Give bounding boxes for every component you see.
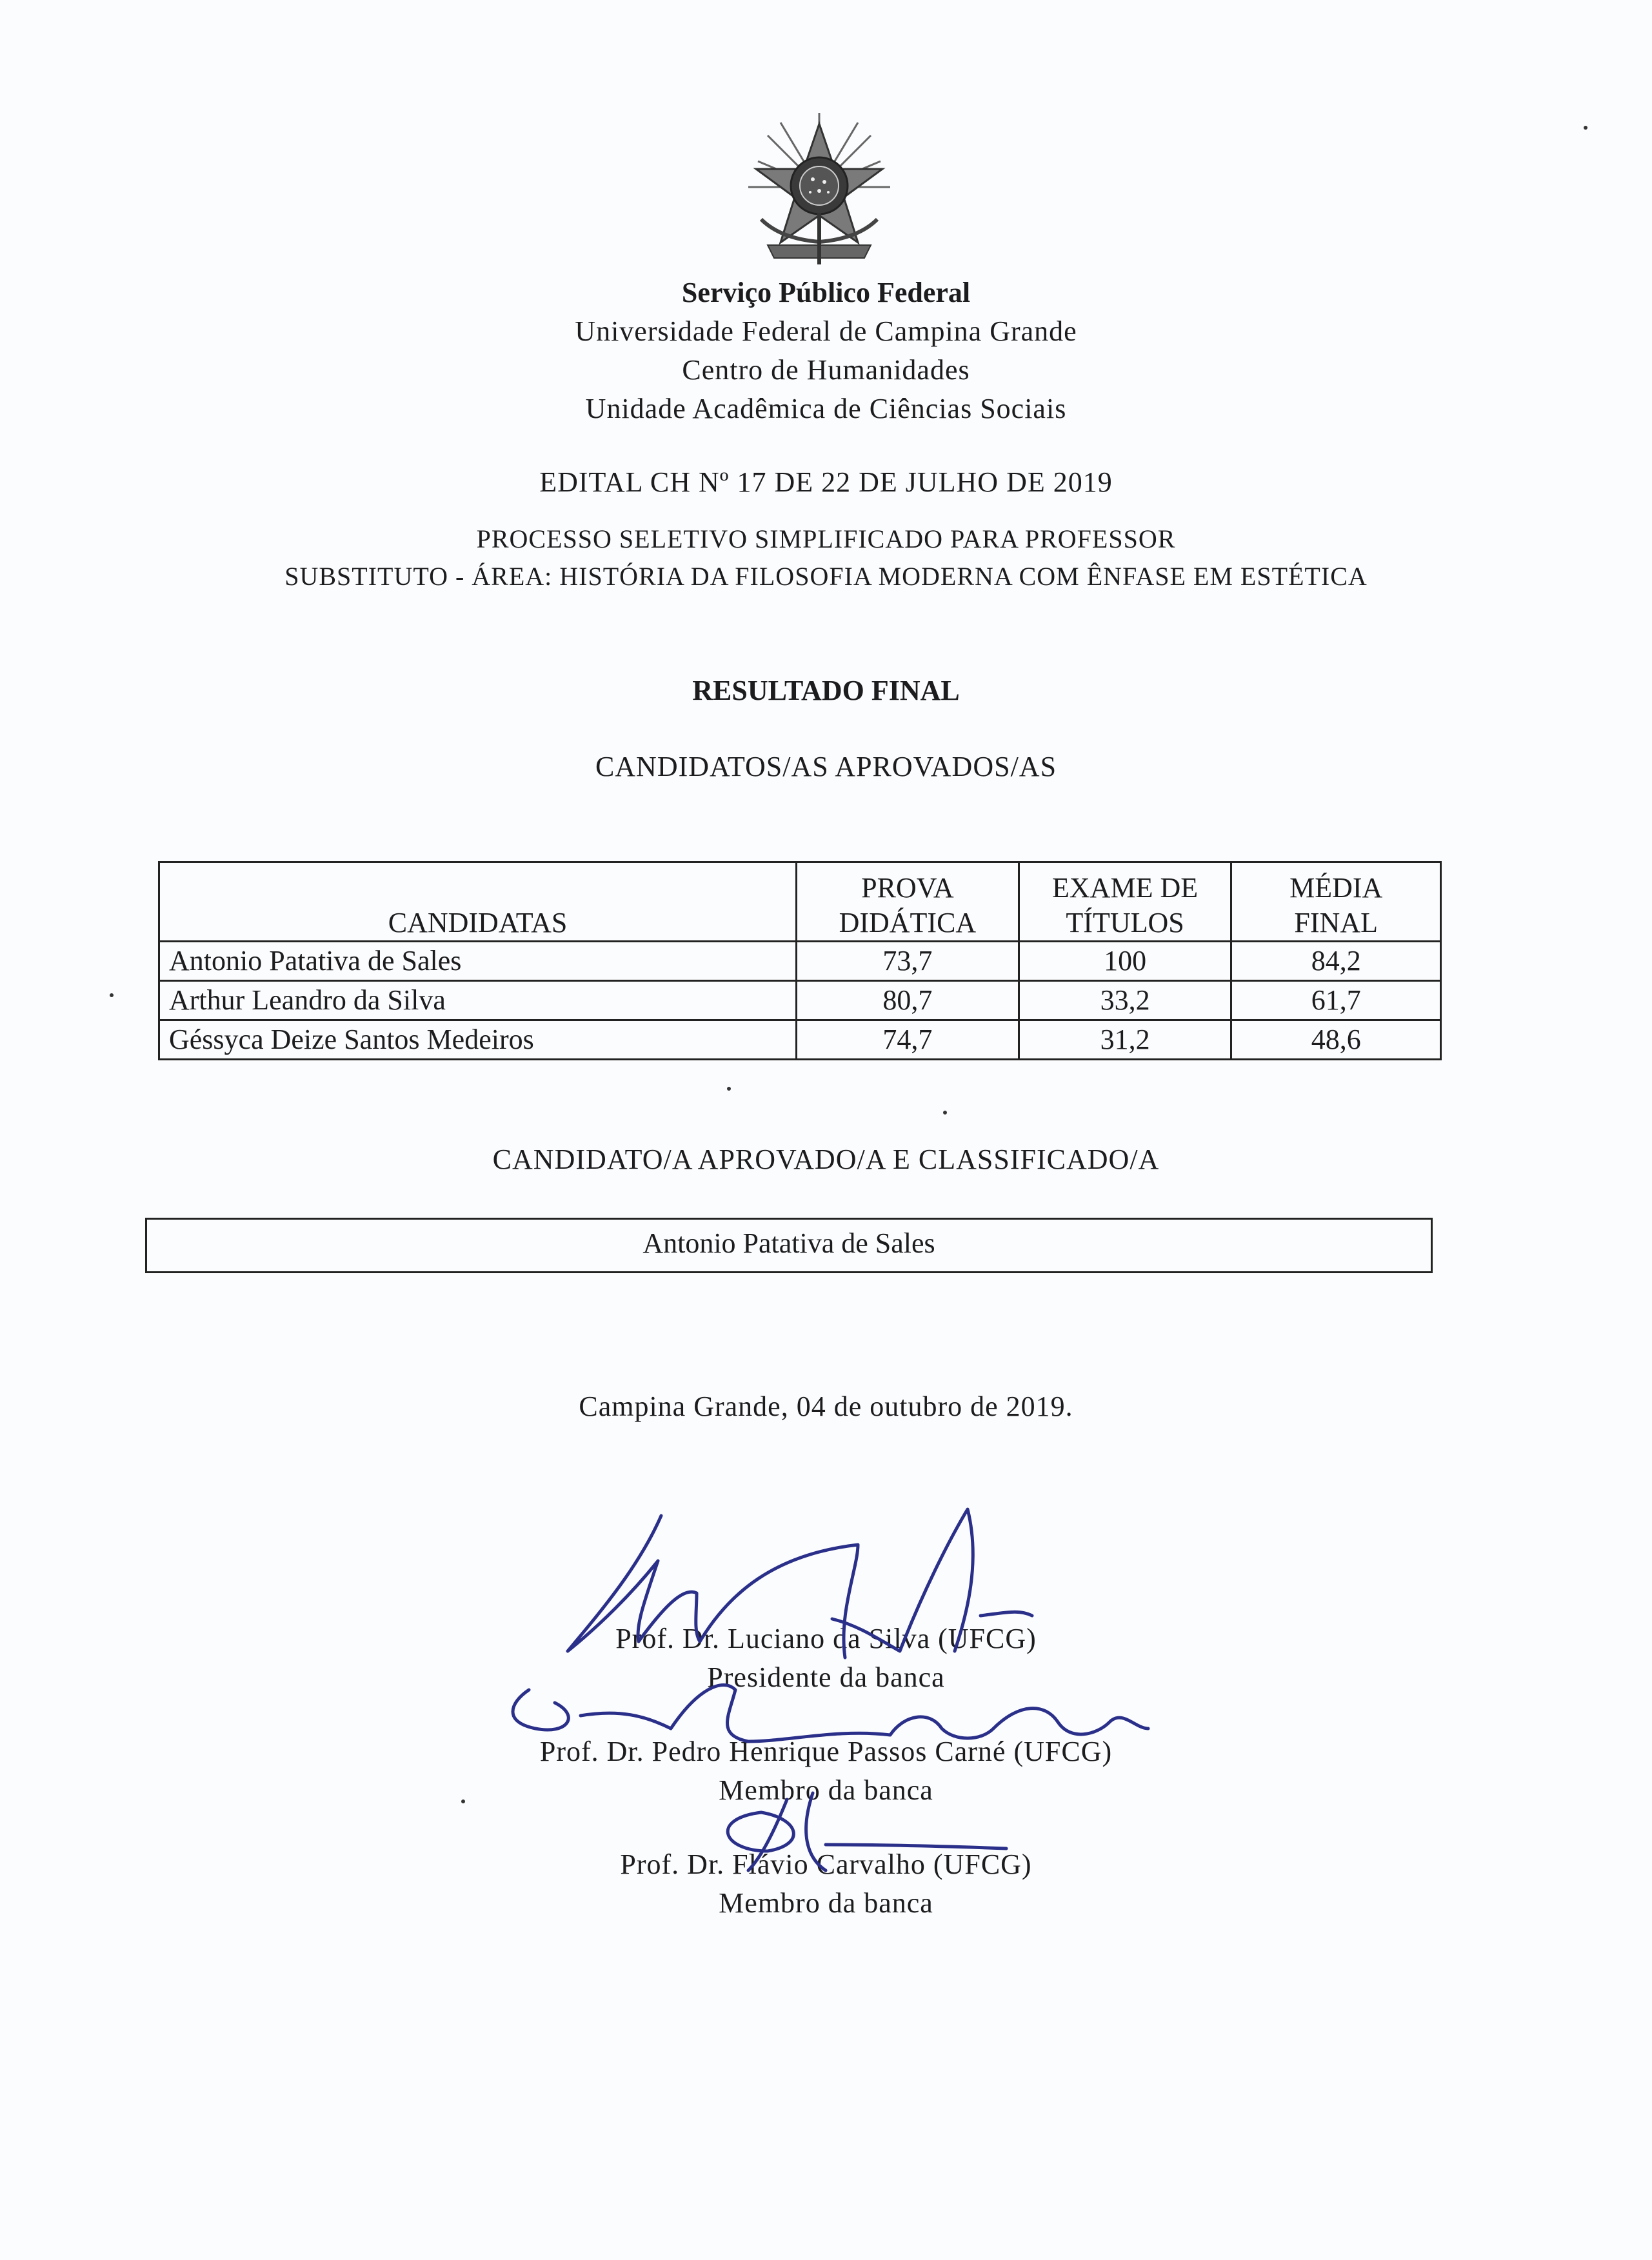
classified-candidate-box xyxy=(145,1218,1433,1273)
signatory-2-name: Prof. Dr. Pedro Henrique Passos Carné (UFCG) xyxy=(539,1736,1113,1767)
signatory-3-role: Membro da banca xyxy=(719,1887,933,1919)
place-date: Campina Grande, 04 de outubro de 2019. xyxy=(579,1391,1073,1422)
media-score: 84,2 xyxy=(1231,942,1441,981)
classified-candidate-name: Antonio Patativa de Sales xyxy=(642,1227,935,1259)
signatory-1-role: Presidente da banca xyxy=(707,1661,945,1693)
scan-speck xyxy=(461,1799,465,1803)
header-service: Serviço Público Federal xyxy=(681,277,971,308)
header-candidates: CANDIDATAS xyxy=(159,862,797,942)
signatory-1-name: Prof. Dr. Luciano da Silva (UFCG) xyxy=(615,1623,1037,1654)
prova-score: 80,7 xyxy=(797,981,1019,1020)
media-score: 61,7 xyxy=(1231,981,1441,1020)
header-prova: PROVA DIDÁTICA xyxy=(797,862,1019,942)
scan-speck xyxy=(943,1111,947,1115)
scan-speck xyxy=(110,993,114,997)
header-center: Centro de Humanidades xyxy=(682,354,970,386)
brazil-coat-of-arms-icon xyxy=(742,110,897,268)
prova-score: 74,7 xyxy=(797,1020,1019,1060)
table-row xyxy=(159,981,1441,1020)
results-table xyxy=(158,861,1442,1060)
table-row xyxy=(159,1020,1441,1060)
header-media: MÉDIA FINAL xyxy=(1231,862,1441,942)
signatory-3-name: Prof. Dr. Flávio Carvalho (UFCG) xyxy=(620,1849,1032,1880)
classified-title: CANDIDATO/A APROVADO/A E CLASSIFICADO/A xyxy=(492,1144,1160,1175)
header-exame: EXAME DE TÍTULOS xyxy=(1019,862,1231,942)
signatory-2-role: Membro da banca xyxy=(719,1774,933,1806)
header-university: Universidade Federal de Campina Grande xyxy=(575,315,1077,347)
process-line-2: SUBSTITUTO - ÁREA: HISTÓRIA DA FILOSOFIA MODERNA COM ÊNFASE EM ESTÉTICA xyxy=(284,562,1368,591)
exame-score: 33,2 xyxy=(1019,981,1231,1020)
candidate-name: Arthur Leandro da Silva xyxy=(159,981,797,1020)
approved-title: CANDIDATOS/AS APROVADOS/AS xyxy=(595,751,1057,782)
process-line-1: PROCESSO SELETIVO SIMPLIFICADO PARA PROFESSOR xyxy=(476,524,1176,553)
candidate-name: Antonio Patativa de Sales xyxy=(159,942,797,981)
candidate-name: Géssyca Deize Santos Medeiros xyxy=(159,1020,797,1060)
header-unit: Unidade Acadêmica de Ciências Sociais xyxy=(585,393,1067,424)
media-score: 48,6 xyxy=(1231,1020,1441,1060)
exame-score: 31,2 xyxy=(1019,1020,1231,1060)
table-row xyxy=(159,942,1441,981)
table-header-row xyxy=(159,862,1441,942)
exame-score: 100 xyxy=(1019,942,1231,981)
prova-score: 73,7 xyxy=(797,942,1019,981)
scan-speck xyxy=(1584,126,1587,130)
edital-number: EDITAL CH Nº 17 DE 22 DE JULHO DE 2019 xyxy=(539,466,1113,498)
result-title: RESULTADO FINAL xyxy=(692,675,960,706)
scan-speck xyxy=(727,1087,731,1091)
